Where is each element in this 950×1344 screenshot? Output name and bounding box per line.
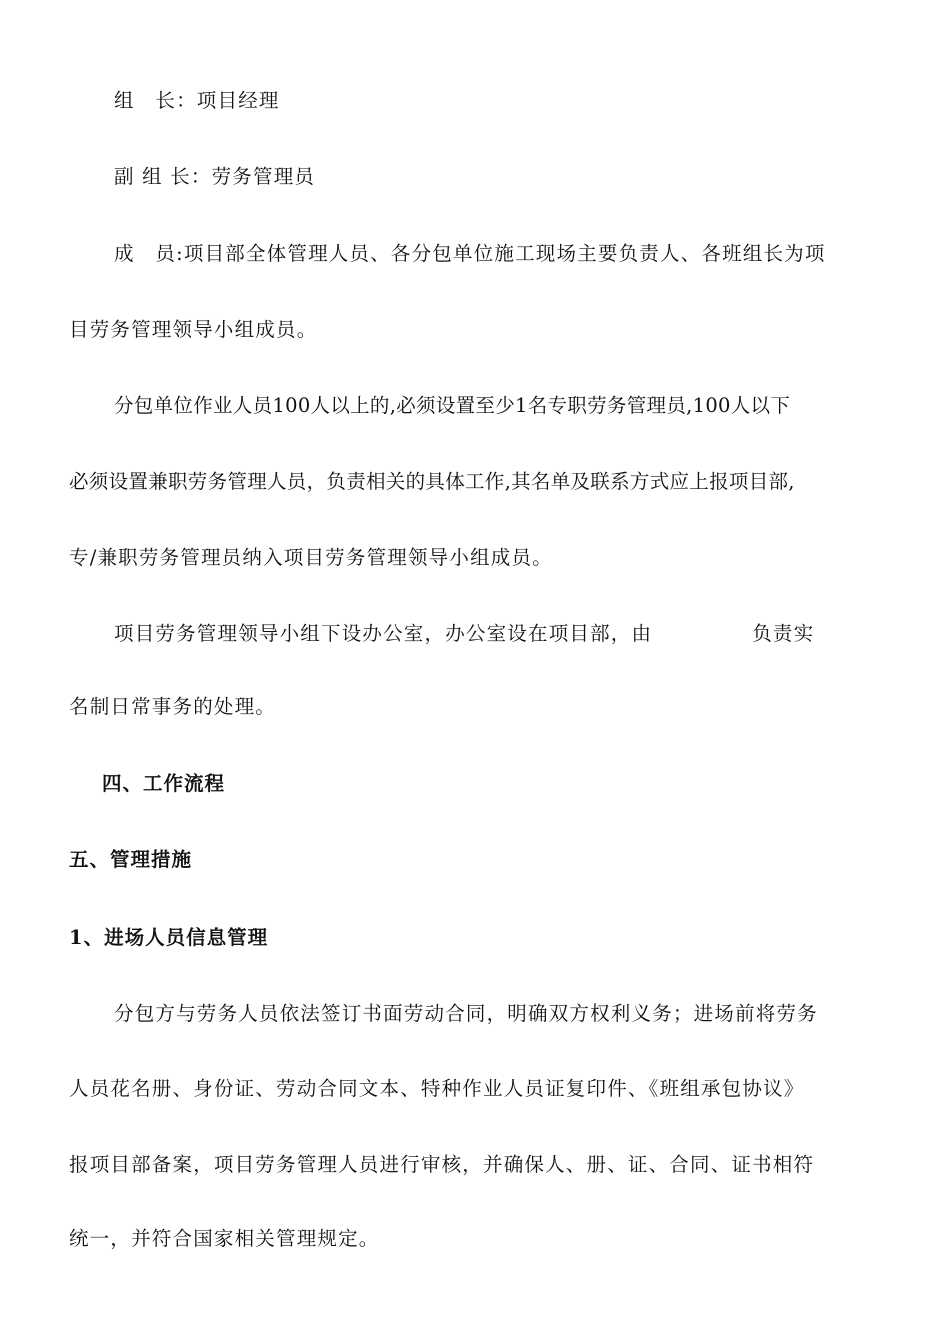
office-paragraph-text-end: 负责实 <box>752 622 815 645</box>
subcontract-paragraph-line-1: 分包单位作业人员100人以上的,必须设置至少1名专职劳务管理员,100人以下 <box>114 394 791 417</box>
subcontract-paragraph-line-2: 必须设置兼职劳务管理人员，负责相关的具体工作,其名单及联系方式应上报项目部, <box>69 470 795 493</box>
personnel-paragraph-line-1: 分包方与劳务人员依法签订书面劳动合同，明确双方权利义务；进场前将劳务 <box>114 1002 818 1025</box>
subsection-heading-personnel-info: 1、进场人员信息管理 <box>69 926 269 949</box>
section-heading-workflow: 四、工作流程 <box>102 772 226 795</box>
personnel-paragraph-line-3: 报项目部备案，项目劳务管理人员进行审核，并确保人、册、证、合同、证书相符 <box>69 1153 815 1176</box>
office-paragraph-text: 项目劳务管理领导小组下设办公室，办公室设在项目部，由 <box>114 622 653 645</box>
personnel-paragraph-line-2: 人员花名册、身份证、劳动合同文本、特种作业人员证复印件、《班组承包协议》 <box>69 1077 805 1100</box>
deputy-leader-line: 副 组 长：劳务管理员 <box>114 165 316 188</box>
members-line-continued: 目劳务管理领导小组成员。 <box>69 318 318 341</box>
section-heading-measures: 五、管理措施 <box>69 848 193 871</box>
subcontract-paragraph-line-3: 专/兼职劳务管理员纳入项目劳务管理领导小组成员。 <box>69 546 553 569</box>
office-paragraph-line-2: 名制日常事务的处理。 <box>69 695 277 718</box>
leader-line: 组 长：项目经理 <box>114 89 280 112</box>
personnel-paragraph-line-4: 统一，并符合国家相关管理规定。 <box>69 1227 380 1250</box>
office-paragraph-line-1 <box>114 622 934 646</box>
members-line: 成 员:项目部全体管理人员、各分包单位施工现场主要负责人、各班组长为项 <box>114 242 826 265</box>
